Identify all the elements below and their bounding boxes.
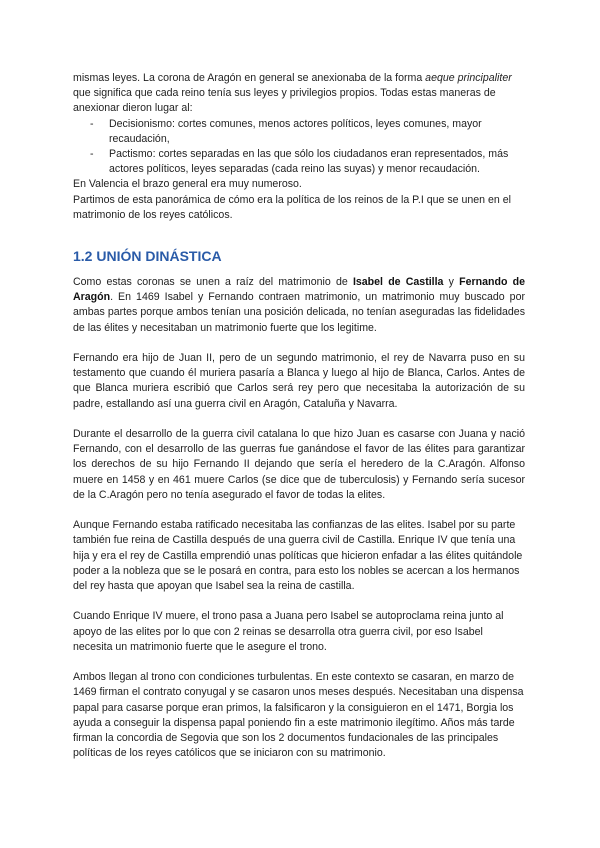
list-item: [90, 147, 525, 177]
paragraph-text: . En 1469 Isabel y Fernando contraen matrimonio, un matrimonio muy buscado por ambas partes porque ambos tenían una posición delicada, no tenían aseguradas las fidelidades de las élites y necesitaban un matrimonio fuerte que los legitime.: [73, 291, 525, 334]
dash-bullet: -: [90, 148, 94, 161]
list-item-text: Pactismo: cortes separadas en las que sólo los ciudadanos eran representados, más actores políticos, leyes separadas (cada reino las suyas) y menor recaudación.: [109, 148, 509, 176]
latin-term: aeque principaliter: [425, 72, 512, 84]
intro-text: que significa que cada reino tenía sus leyes y privilegios propios. Todas estas maneras de anexionar dieron lugar al:: [73, 87, 496, 115]
section-paragraph-5: Cuando Enrique IV muere, el trono pasa a Juana pero Isabel se autoproclama reina junto al apoyo de las elites por lo que con 2 reinas se desarrolla otra guerra civil, por eso Isabel necesita un matrimonio fuerte que le asegure el trono.: [73, 610, 504, 653]
section-paragraph-3: Durante el desarrollo de la guerra civil catalana lo que hizo Juan es casarse con Juana y nació Fernando, con el desarrollo de las guerras fue ganándose el favor de las élites para garantizar los derechos de su hijo Fernando II dejando que sería el heredero de la C.Aragón. Alfonso muere en 1458 y en 461 muere Carlos (se dice que de tuberculosis) y Fernando sería sucesor de la C.Aragón pero no tenía asegurado el favor de todas la elites.: [73, 428, 525, 501]
bold-name-isabel: Isabel de Castilla: [352, 276, 444, 289]
bold-name-fernando: Fernando de Aragón: [73, 276, 526, 304]
annexation-types-list: [73, 117, 525, 178]
section-heading: 1.2 UNIÓN DINÁSTICA: [73, 248, 222, 265]
intro-text: mismas leyes. La corona de Aragón en general se anexionaba de la forma: [73, 72, 426, 84]
paragraph-text: y: [443, 276, 460, 289]
section-paragraph-1: [73, 275, 525, 336]
list-item: [90, 117, 525, 147]
intro-paragraph-1: [73, 71, 525, 117]
section-paragraph-4: Aunque Fernando estaba ratificado necesitaba las confianzas de las elites. Isabel por su parte también fue reina de Castilla después de una guerra civil de Castilla. Enrique IV que tenía una hija y era el rey de Castilla emprendió unas políticas que hicieron enfadar a las élites quitándole poder a la nobleza que se le posará en contra, para esto los nobles se acercan a los hermanos del rey hasta que apoyan que Isabel sea la reina de castilla.: [73, 519, 523, 593]
dash-bullet: -: [90, 117, 94, 130]
paragraph-text: Como estas coronas se unen a raíz del matrimonio de: [73, 276, 353, 289]
list-item-text: Decisionismo: cortes comunes, menos actores políticos, leyes comunes, mayor recaudación,: [109, 117, 482, 145]
section-paragraph-6: Ambos llegan al trono con condiciones turbulentas. En este contexto se casaran, en marzo de 1469 firman el contrato conyugal y se casaron unos meses después. Necesitaban una dispensa papal para casarse porque eran primos, la falsificaron y la consiguieron en el 1471, Borgia los ayuda a conseguir la dispensa papal poniendo fin a este matrimonio ilegítimo. Años más tarde firman la concordia de Segovia que son los 2 documentos fundacionales de las principales políticas de los reyes católicos que se iniciaron con su matrimonio.: [73, 671, 524, 760]
section-paragraph-2: Fernando era hijo de Juan II, pero de un segundo matrimonio, el rey de Navarra puso en su testamento que cuando él muriera pasaría a Blanca y luego al hijo de Blanca, Carlos. Antes de que Blanca muriera escribió que Carlos será rey pero que necesitaba la autorización de su padre, estallando así una guerra civil en Aragón, Cataluña y Navarra.: [73, 352, 525, 410]
intro-paragraph-2: En Valencia el brazo general era muy numeroso.: [73, 178, 302, 191]
document-body: [73, 71, 525, 761]
intro-paragraph-3: Partimos de esta panorámica de cómo era la política de los reinos de la P.I que se unen en el matrimonio de los reyes católicos.: [73, 193, 511, 221]
